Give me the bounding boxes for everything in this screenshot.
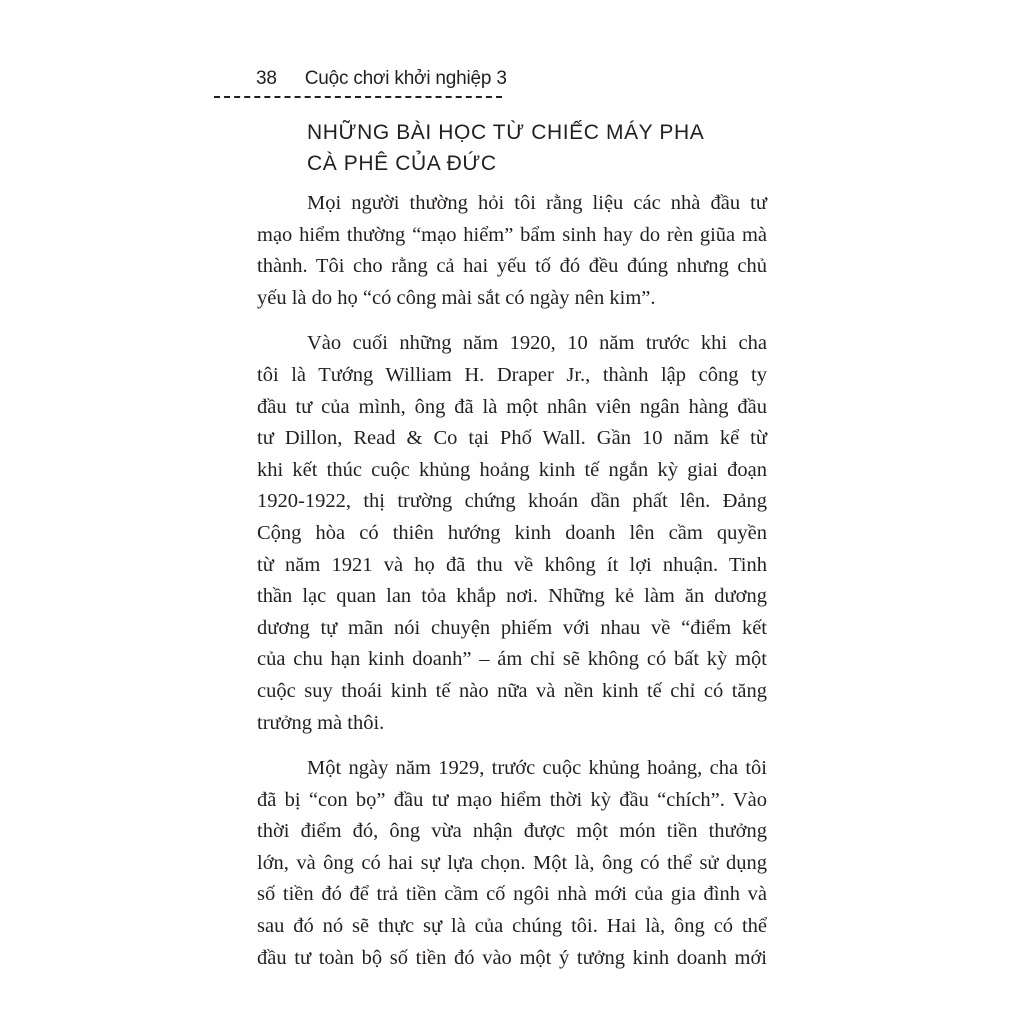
- chapter-title: [307, 117, 807, 179]
- text-line: khi kết thúc cuộc khủng hoảng kinh tế ngắn kỳ giai đoạn: [257, 458, 767, 481]
- text-line: Vào cuối những năm 1920, 10 năm trước khi cha: [307, 332, 767, 355]
- text-line: thời điểm đó, ông vừa nhận được một món tiền thưởng: [257, 820, 767, 843]
- text-line: Cộng hòa có thiên hướng kinh doanh lên cầm quyền: [257, 521, 767, 544]
- chapter-title-line: NHỮNG BÀI HỌC TỪ CHIẾC MÁY PHA: [307, 121, 705, 144]
- text-line: thần lạc quan lan tỏa khắp nơi. Những kẻ làm ăn dương: [257, 585, 767, 608]
- text-line: tôi là Tướng William H. Draper Jr., thành lập công ty: [257, 363, 767, 386]
- text-line: Một ngày năm 1929, trước cuộc khủng hoảng, cha tôi: [307, 757, 767, 780]
- text-line: sau đó nó sẽ thực sự là của chúng tôi. Hai là, ông có thể: [257, 915, 767, 938]
- running-header: [256, 66, 507, 92]
- text-line: đầu tư toàn bộ số tiền đó vào một ý tưởng kinh doanh mới: [257, 946, 767, 969]
- header-divider: [214, 96, 502, 98]
- chapter-title-line: CÀ PHÊ CỦA ĐỨC: [307, 152, 497, 175]
- text-line: dương tự mãn nói chuyện phiếm với nhau về “điểm kết: [257, 616, 767, 639]
- text-line: thành. Tôi cho rằng cả hai yếu tố đó đều đúng nhưng chủ: [257, 255, 767, 278]
- book-title: Cuộc chơi khởi nghiệp 3: [304, 68, 507, 89]
- text-line: số tiền đó để trả tiền cầm cố ngôi nhà mới của gia đình và: [257, 883, 767, 906]
- text-line: mạo hiểm thường “mạo hiểm” bẩm sinh hay do rèn giũa mà: [257, 223, 767, 246]
- text-line: trưởng mà thôi.: [257, 711, 385, 734]
- text-line: của chu hạn kinh doanh” – ám chỉ sẽ không có bất kỳ một: [257, 648, 767, 671]
- text-line: cuộc suy thoái kinh tế nào nữa và nền kinh tế chỉ có tăng: [257, 679, 767, 702]
- paragraph-2: [257, 328, 767, 739]
- body-text: [257, 188, 767, 988]
- text-line: tư Dillon, Read & Co tại Phố Wall. Gần 10 năm kể từ: [257, 427, 767, 450]
- paragraph-3: [257, 753, 767, 974]
- page-number: 38: [256, 68, 277, 89]
- text-line: yếu là do họ “có công mài sắt có ngày nên kim”.: [257, 286, 656, 309]
- text-line: đầu tư của mình, ông đã là một nhân viên ngân hàng đầu: [257, 395, 767, 418]
- text-line: lớn, và ông có hai sự lựa chọn. Một là, ông có thể sử dụng: [257, 851, 767, 874]
- text-line: đã bị “con bọ” đầu tư mạo hiểm thời kỳ đầu “chích”. Vào: [257, 788, 767, 811]
- text-line: từ năm 1921 và họ đã thu về không ít lợi nhuận. Tinh: [257, 553, 767, 576]
- text-line: 1920-1922, thị trường chứng khoán dần phất lên. Đảng: [257, 490, 767, 513]
- text-line: Mọi người thường hỏi tôi rằng liệu các nhà đầu tư: [307, 192, 767, 214]
- paragraph-1: [257, 188, 767, 314]
